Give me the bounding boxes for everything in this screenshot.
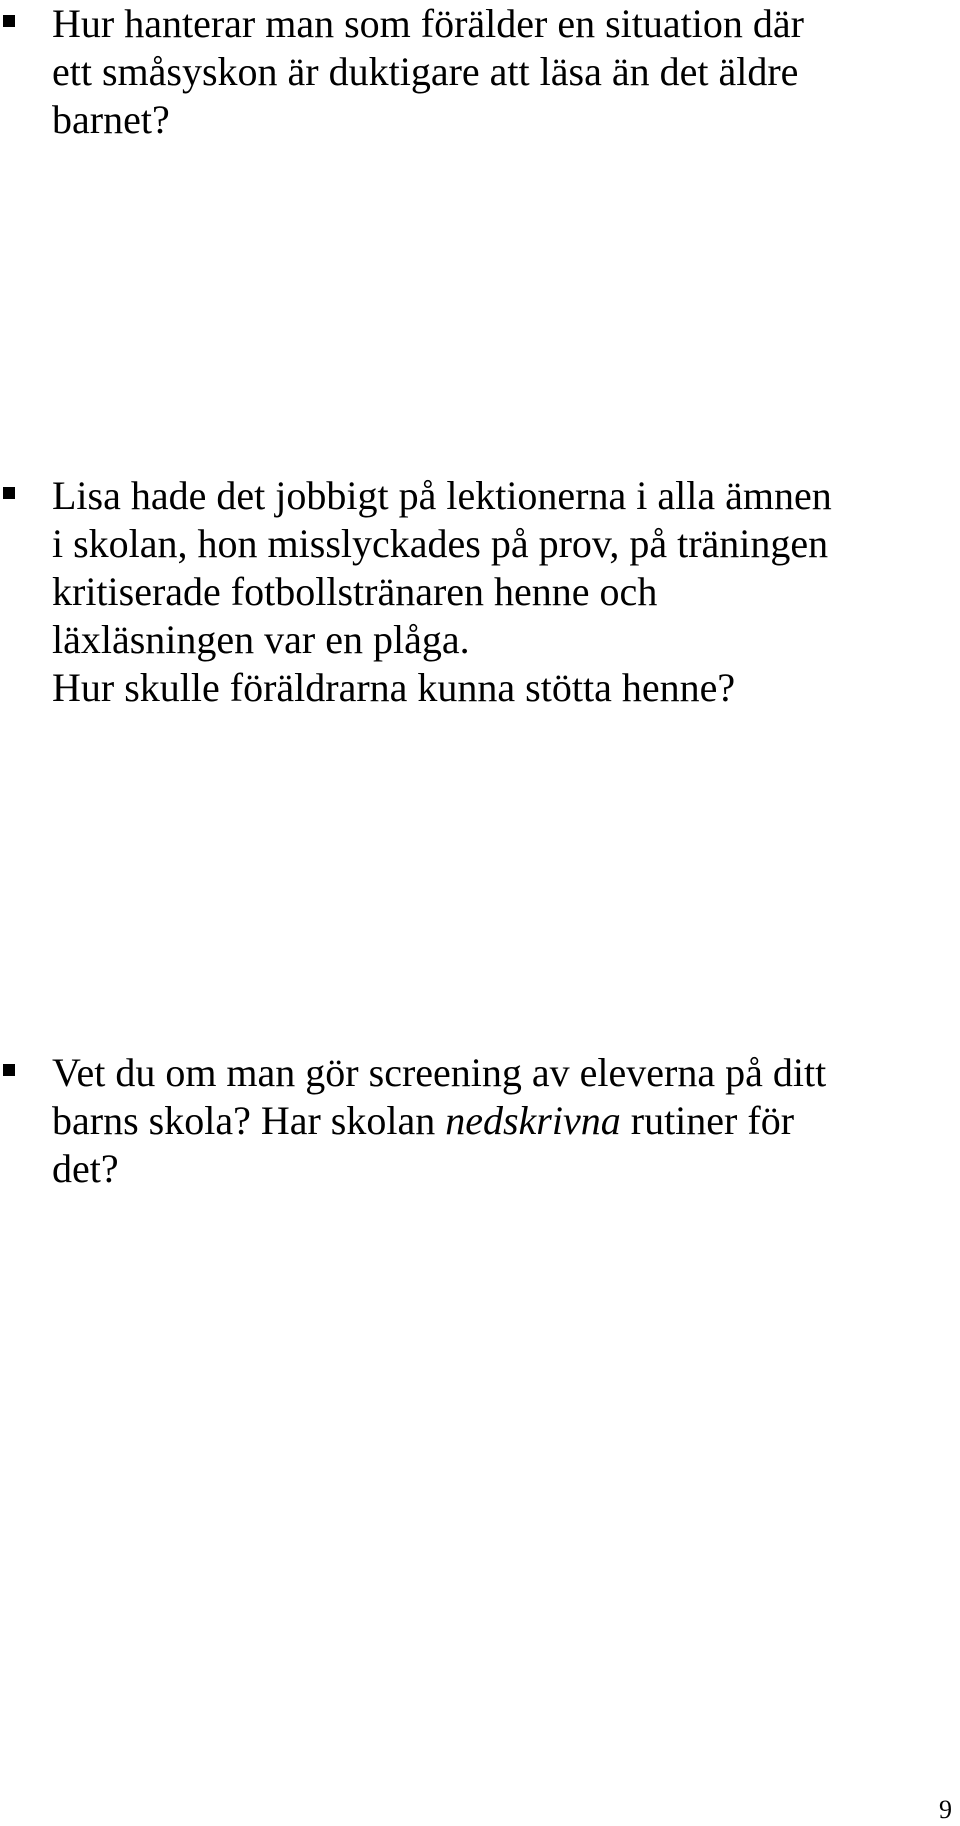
square-bullet-icon	[3, 487, 15, 499]
square-bullet-icon	[3, 15, 15, 27]
square-bullet-icon	[3, 1064, 15, 1076]
bullet-text: Lisa hade det jobbigt på lektionerna i alla ämnen i skolan, hon misslyckades på prov, på träningen kritiserade fotbollstränaren henne och läxläsningen var en plåga. Hur skulle föräldrarna kunna stötta henne?	[52, 473, 832, 710]
page-number: 9	[939, 1795, 952, 1824]
bullet-text: Vet du om man gör screening av eleverna på ditt barns skola? Har skolan nedskrivna rutiner för det?	[52, 1049, 952, 1193]
emphasized-word: nedskrivna	[445, 1098, 621, 1143]
bullet-text: Hur hanterar man som förälder en situation där ett småsyskon är duktigare att läsa än det äldre barnet?	[52, 1, 804, 142]
bullet-line-with-emphasis: barns skola? Har skolan nedskrivna rutiner för	[52, 1098, 795, 1143]
